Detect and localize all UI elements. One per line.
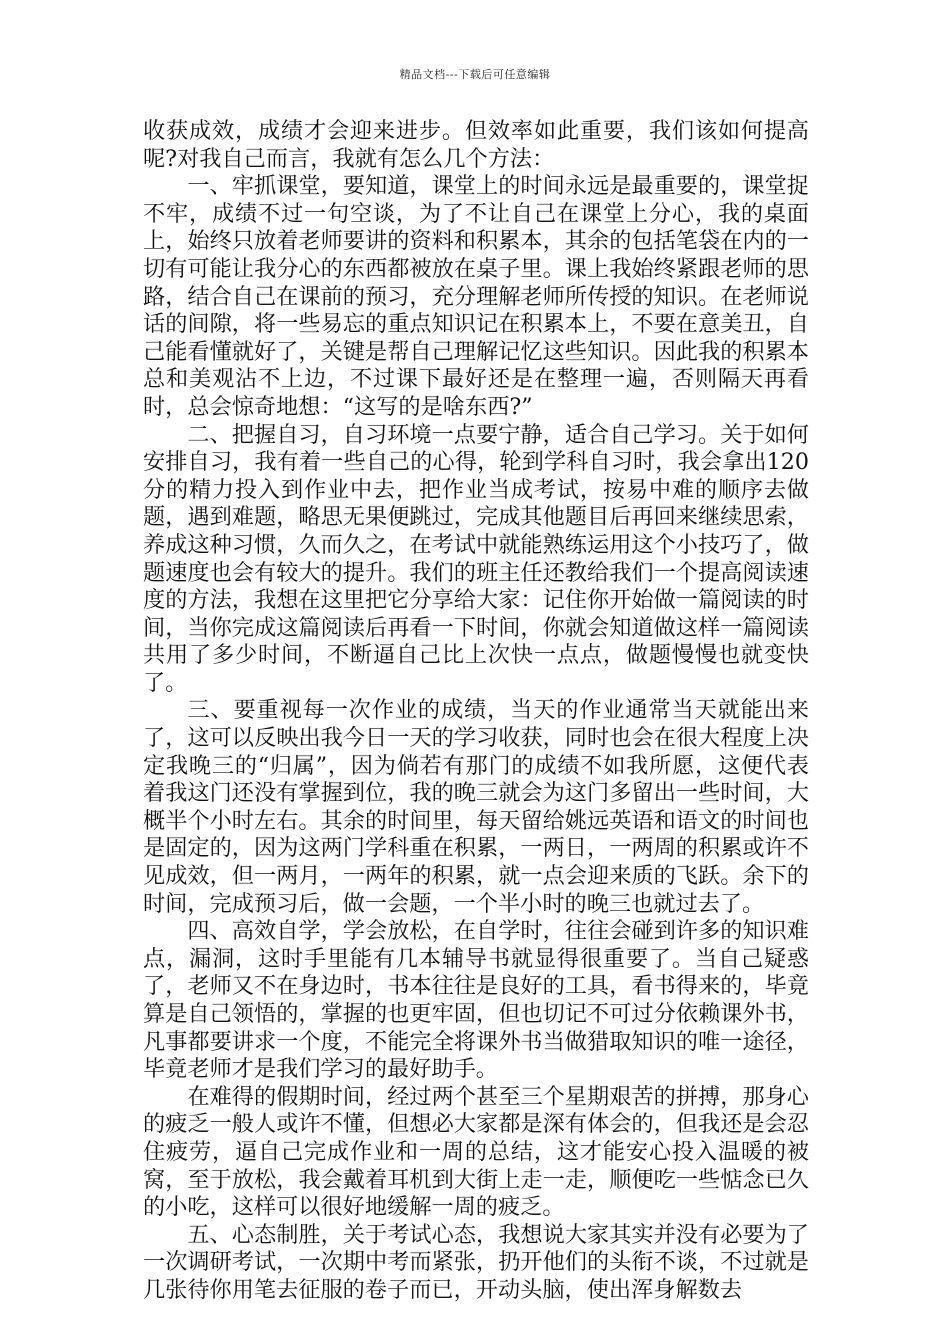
paragraph-intro: 收获成效，成绩才会迎来进步。但效率如此重要，我们该如何提高呢?对我自己而言，我就有怎么几个方法： [143, 118, 809, 172]
page-header: 精品文档---下载后可任意编辑 [399, 68, 551, 81]
paragraph-method-3: 三、要重视每一次作业的成绩，当天的作业通常当天就能出来了，这可以反映出我今日一天的学习收获，同时也会在很大程度上决定我晚三的“归属”，因为倘若有那门的成绩不如我所愿，这便代表着我这门还没有掌握到位，我的晚三就会为这门多留出一些时间，大概半个小时左右。其余的时间里，每天留给姚远英语和语文的时间也是固定的，因为这两门学科重在积累，一两日，一两周的积累或许不见成效，但一两月，一两年的积累，就一点会迎来质的飞跃。余下的时间，完成预习后，做一会题，一个半小时的晚三也就过去了。 [143, 697, 809, 917]
paragraph-method-2: 二、把握自习，自习环境一点要宁静，适合自己学习。关于如何安排自习，我有着一些自己的心得，轮到学科自习时，我会拿出120分的精力投入到作业中去，把作业当成考试，按易中难的顺序去做题，遇到难题，略思无果便跳过，完成其他题目后再回来继续思索，养成这种习惯，久而久之，在考试中就能熟练运用这个小技巧了，做题速度也会有较大的提升。我们的班主任还教给我们一个提高阅读速度的方法，我想在这里把它分享给大家：记住你开始做一篇阅读的时间，当你完成这篇阅读后再看一下时间，你就会知道做这样一篇阅读共用了多少时间，不断逼自己比上次快一点点，做题慢慢也就变快了。 [143, 421, 809, 696]
paragraph-holiday: 在难得的假期时间，经过两个甚至三个星期艰苦的拼搏，那身心的疲乏一般人或许不懂，但想必大家都是深有体会的，但我还是会忍住疲劳，逼自己完成作业和一周的总结，这才能安心投入温暖的被窝，至于放松，我会戴着耳机到大街上走一走，顺便吃一些惦念已久的小吃，这样可以很好地缓解一周的疲乏。 [143, 1083, 809, 1221]
paragraph-method-1: 一、牢抓课堂，要知道，课堂上的时间永远是最重要的，课堂捉不牢，成绩不过一句空谈，为了不让自己在课堂上分心，我的桌面上，始终只放着老师要讲的资料和积累本，其余的包括笔袋在内的一切有可能让我分心的东西都被放在桌子里。课上我始终紧跟老师的思路，结合自己在课前的预习，充分理解老师所传授的知识。在老师说话的间隙，将一些易忘的重点知识记在积累本上，不要在意美丑，自己能看懂就好了，关键是帮自己理解记忆这些知识。因此我的积累本总和美观沾不上边，不过课下最好还是在整理一遍，否则隔天再看时，总会惊奇地想：“这写的是啥东西?” [143, 173, 809, 420]
document-body [143, 118, 809, 1305]
paragraph-method-5: 五、心态制胜，关于考试心态，我想说大家其实并没有必要为了一次调研考试，一次期中考而紧张，扔开他们的头衔不谈，不过就是几张待你用笔去征服的卷子而已，开动头脑，使出浑身解数去 [143, 1221, 809, 1303]
paragraph-method-4: 四、高效自学，学会放松，在自学时，往往会碰到许多的知识难点，漏洞，这时手里能有几本辅导书就显得很重要了。当自己疑惑了，老师又不在身边时，书本往往是良好的工具，看书得来的，毕竟算是自己领悟的，掌握的也更牢固，但也切记不可过分依赖课外书，凡事都要讲求一个度，不能完全将课外书当做猎取知识的唯一途径，毕竟老师才是我们学习的最好助手。 [143, 918, 809, 1083]
